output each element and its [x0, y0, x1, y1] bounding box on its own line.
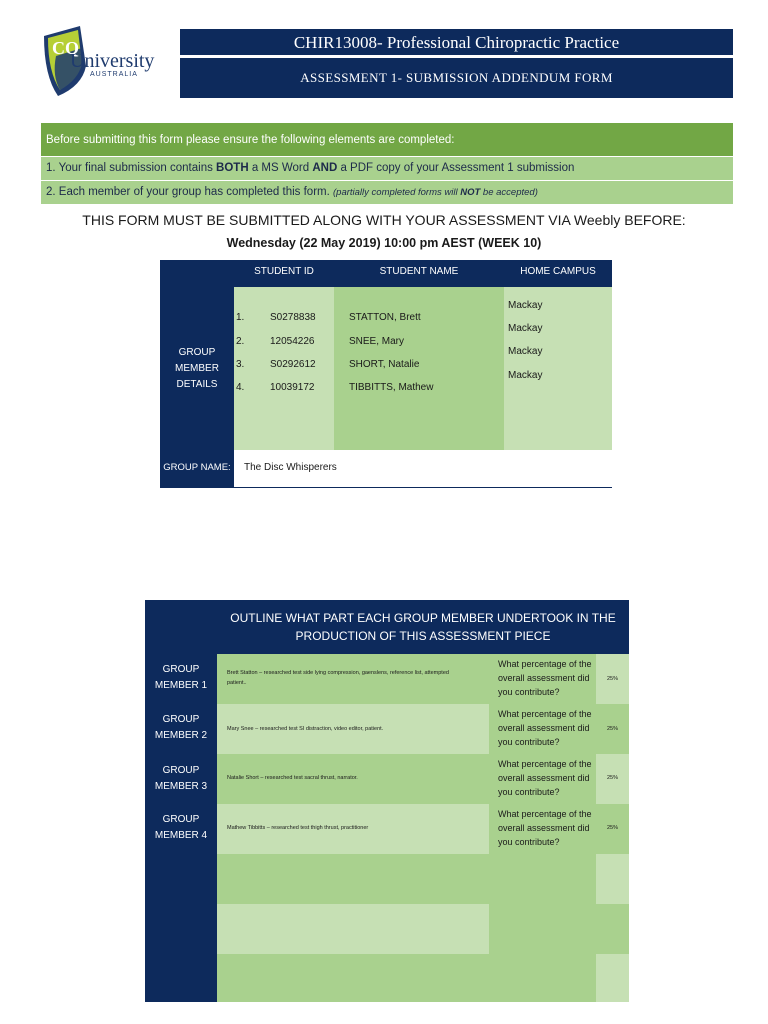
- member-2-name: SNEE, Mary: [349, 336, 405, 347]
- member-4-question: What percentage of the overall assessment did you contribute?: [498, 809, 592, 847]
- member-1-description: Brett Statton – researched test side lying compression, gaenslens, reference list, attempted patient..: [227, 670, 449, 686]
- group-member-3-label: GROUP MEMBER 3: [154, 765, 208, 792]
- submission-deadline: Wednesday (22 May 2019) 10:00 pm AEST (WEEK 10): [226, 236, 542, 250]
- desc-cell-6: [217, 904, 489, 954]
- pct-cell-7: [596, 954, 629, 1002]
- form-subtitle: ASSESSMENT 1- SUBMISSION ADDENDUM FORM: [180, 58, 733, 99]
- group-member-1-label: GROUP MEMBER 1: [154, 664, 208, 691]
- member-3-num: 3.: [236, 359, 245, 370]
- member-3-id: S0292612: [270, 359, 316, 370]
- contribution-heading: OUTLINE WHAT PART EACH GROUP MEMBER UNDERTOOK IN THE PRODUCTION OF THIS ASSESSMENT PIECE: [230, 611, 616, 643]
- group-name-value: The Disc Whisperers: [244, 462, 337, 473]
- logo-country: AUSTRALIA: [90, 71, 138, 78]
- member-1-num: 1.: [236, 312, 245, 323]
- member-2-percentage: 25%: [606, 726, 618, 732]
- course-title: CHIR13008- Professional Chiropractic Practice: [180, 29, 733, 56]
- member-3-description: Natalie Short – researched test sacral thrust, narrator.: [227, 775, 358, 781]
- pct-cell-6: [596, 904, 629, 954]
- member-1-id: S0278838: [270, 312, 316, 323]
- member-4-campus: Mackay: [508, 370, 543, 381]
- member-4-id: 10039172: [270, 382, 315, 393]
- group-member-2-label: GROUP MEMBER 2: [154, 714, 208, 741]
- member-2-num: 2.: [236, 336, 245, 347]
- logo-university: University: [70, 50, 155, 72]
- member-3-name: SHORT, Natalie: [349, 359, 420, 370]
- group-member-details-label: GROUP MEMBER DETAILS: [175, 347, 219, 390]
- member-4-description: Mathew Tibbitts – researched test thigh thrust, practitioner: [227, 825, 369, 831]
- desc-cell-5: [217, 854, 489, 904]
- member-3-campus: Mackay: [508, 346, 543, 357]
- member-1-campus: Mackay: [508, 300, 543, 311]
- member-2-id: 12054226: [270, 336, 315, 347]
- desc-cell-7: [217, 954, 489, 1002]
- logo-cq: CQ: [52, 38, 79, 58]
- member-2-question: What percentage of the overall assessment did you contribute?: [498, 709, 592, 747]
- member-4-percentage: 25%: [606, 825, 618, 831]
- instruction-item-2: 2. Each member of your group has completed this form. (partially completed forms will NOT be accepted): [41, 181, 733, 205]
- member-1-name: STATTON, Brett: [349, 312, 421, 323]
- contribution-table: [145, 600, 629, 1002]
- member-1-percentage: 25%: [606, 676, 618, 682]
- col-student-id: STUDENT ID: [254, 266, 314, 277]
- instruction-item-1: 1. Your final submission contains BOTH a MS Word AND a PDF copy of your Assessment 1 submission: [41, 157, 733, 181]
- group-details-table: [160, 260, 612, 488]
- member-4-num: 4.: [236, 382, 245, 393]
- pct-cell-5: [596, 854, 629, 904]
- member-3-question: What percentage of the overall assessment did you contribute?: [498, 759, 592, 797]
- group-name-label: GROUP NAME:: [163, 462, 231, 473]
- member-1-question: What percentage of the overall assessment did you contribute?: [498, 659, 592, 697]
- member-2-campus: Mackay: [508, 323, 543, 334]
- instructions-intro: Before submitting this form please ensure the following elements are completed:: [41, 123, 733, 157]
- group-member-4-label: GROUP MEMBER 4: [154, 814, 208, 841]
- col-student-name: STUDENT NAME: [379, 266, 459, 277]
- submission-notice: THIS FORM MUST BE SUBMITTED ALONG WITH YOUR ASSESSMENT VIA Weebly BEFORE:: [82, 212, 686, 228]
- member-4-name: TIBBITTS, Mathew: [349, 382, 434, 393]
- member-3-percentage: 25%: [606, 775, 618, 781]
- cqu-logo: [42, 26, 162, 98]
- instructions-box: [41, 123, 733, 205]
- group-name-field: [234, 450, 612, 488]
- col-home-campus: HOME CAMPUS: [520, 266, 596, 277]
- home-campus-column: [504, 287, 612, 450]
- member-2-description: Mary Snee – researched test SI distraction, video editor, patient.: [227, 726, 384, 732]
